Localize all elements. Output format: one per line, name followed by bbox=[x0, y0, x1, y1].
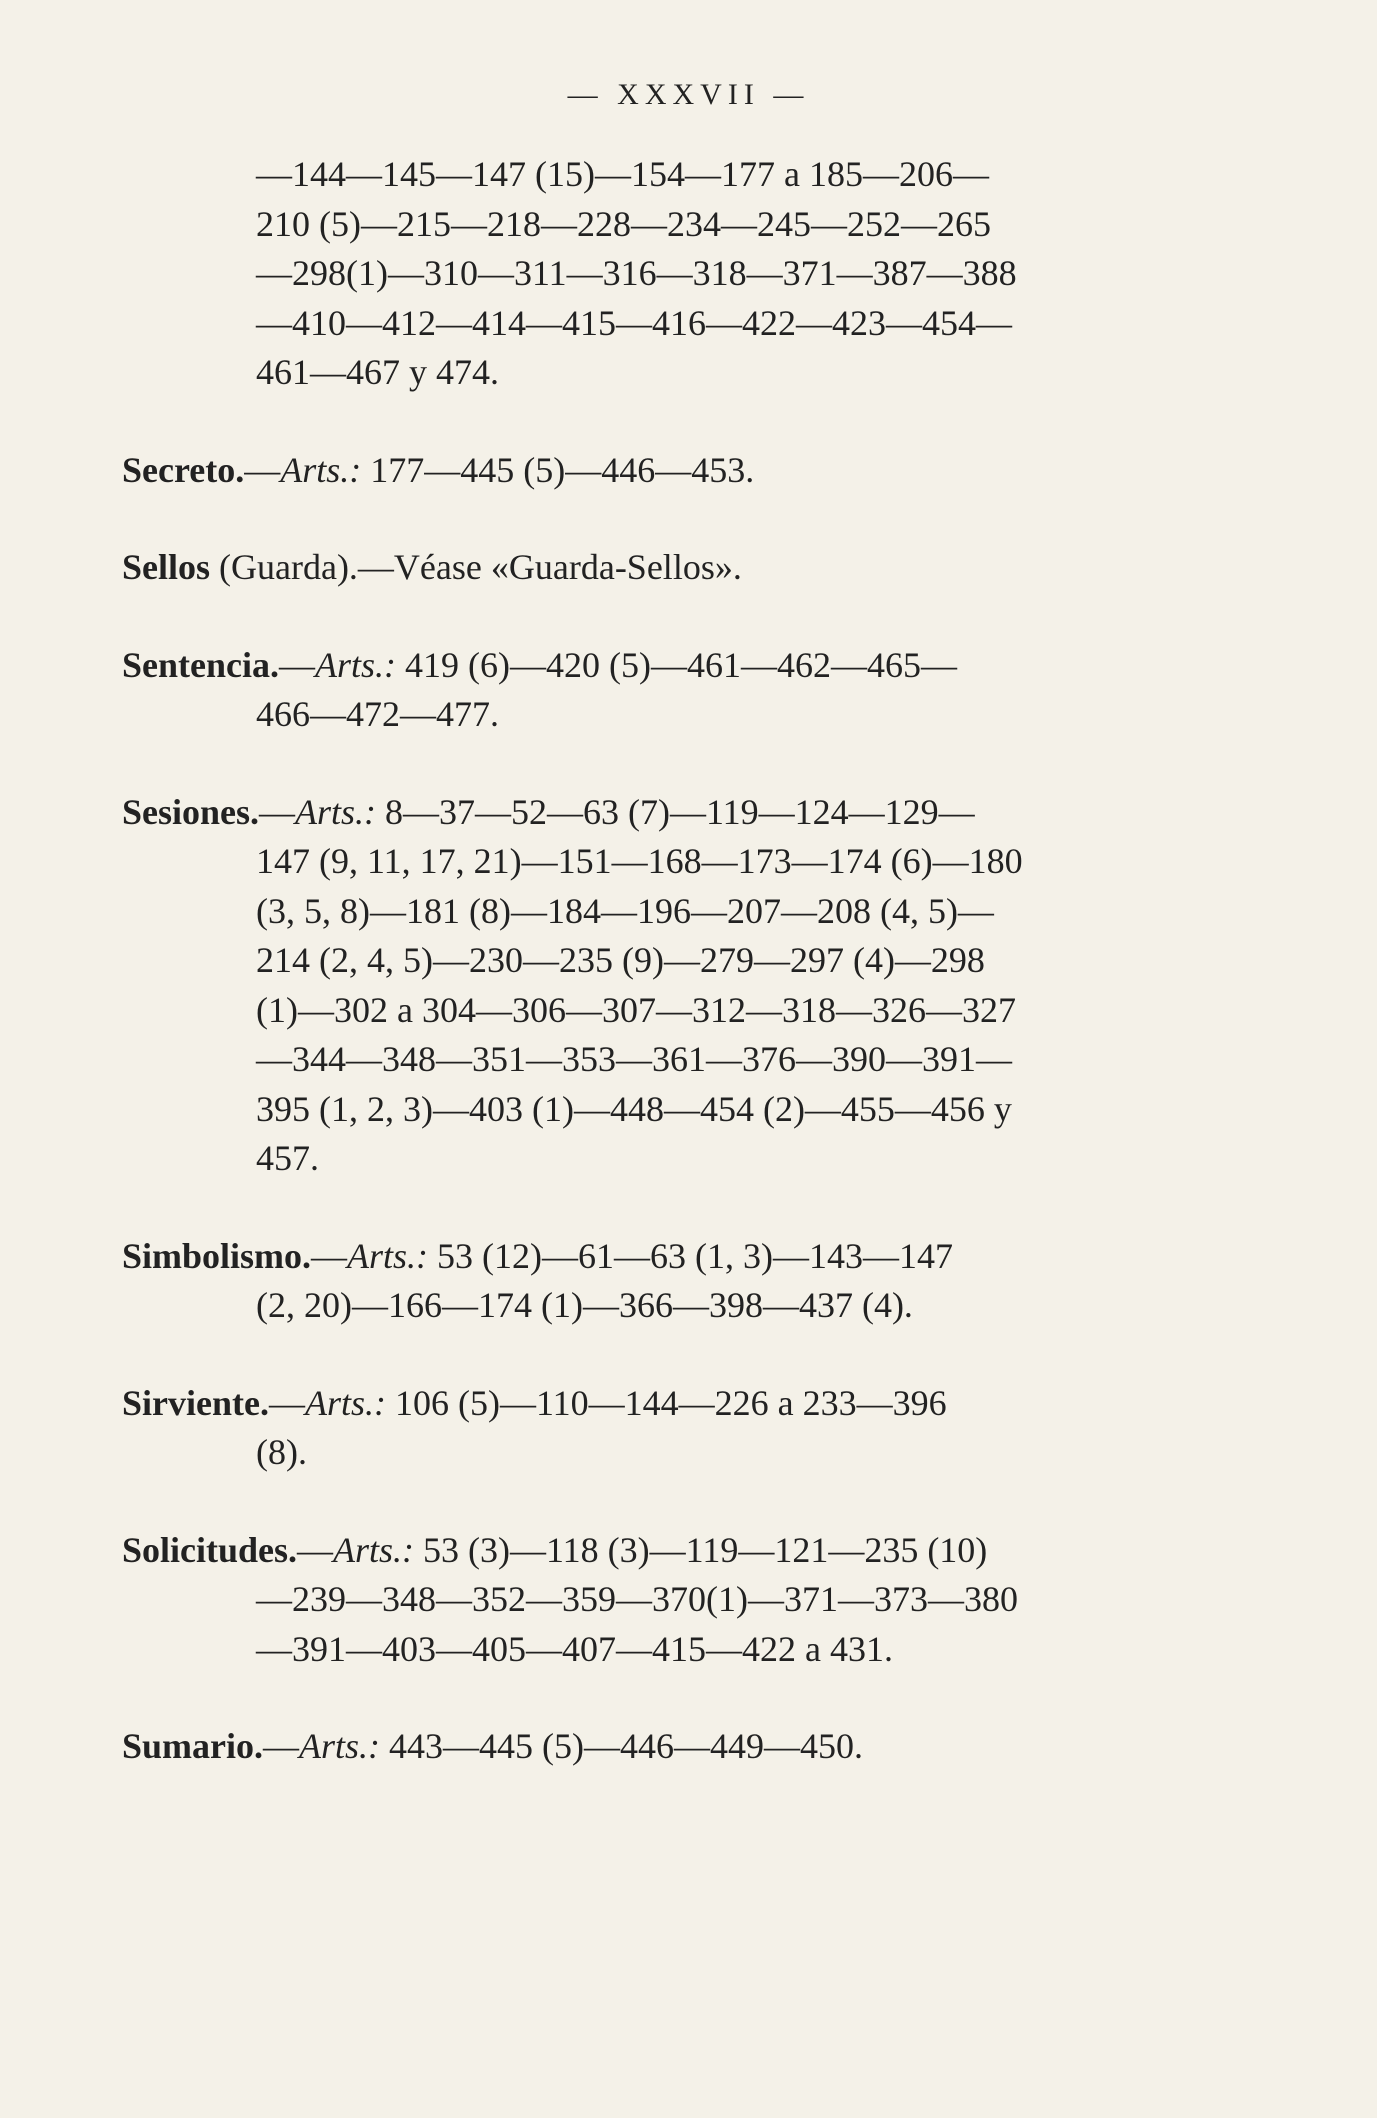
entry-refs: 395 (1, 2, 3)—403 (1)—448—454 (2)—455—456 y bbox=[256, 1088, 1012, 1129]
entry-refs: (2, 20)—166—174 (1)—366—398—437 (4). bbox=[256, 1285, 913, 1325]
entry-dash: — bbox=[263, 1726, 300, 1766]
entry-term: Sentencia. bbox=[122, 644, 279, 685]
entry-term: Sesiones. bbox=[122, 791, 260, 832]
entry-term: Sumario. bbox=[122, 1726, 264, 1766]
index-entry-secreto bbox=[122, 446, 1182, 496]
entry-label: Arts.: bbox=[347, 1235, 429, 1276]
entry-refs: 177—445 (5)—446—453. bbox=[361, 449, 755, 490]
index-entry-sellos bbox=[122, 543, 1182, 593]
entry-refs: 106 (5)—110—144—226 a 233—396 bbox=[385, 1382, 947, 1423]
index-content bbox=[122, 150, 1182, 1820]
entry-refs: 147 (9, 11, 17, 21)—151—168—173—174 (6)—180 bbox=[256, 841, 1023, 881]
entry-label: Arts.: bbox=[304, 1382, 386, 1423]
entry-refs: 443—445 (5)—446—449—450. bbox=[380, 1726, 863, 1766]
index-line: —410—412—414—415—416—422—423—454— bbox=[256, 302, 1012, 343]
entry-refs: (Guarda).—Véase «Guarda-Sellos». bbox=[210, 547, 742, 587]
entry-term: Sellos bbox=[122, 547, 211, 587]
entry-refs: 419 (6)—420 (5)—461—462—465— bbox=[396, 644, 957, 685]
entry-refs: 214 (2, 4, 5)—230—235 (9)—279—297 (4)—298 bbox=[256, 940, 985, 980]
entry-dash: — bbox=[297, 1529, 334, 1570]
entry-dash: — bbox=[268, 1382, 305, 1423]
entry-dash: — bbox=[311, 1235, 348, 1276]
index-entry-sesiones bbox=[122, 788, 1182, 1184]
index-entry-simbolismo bbox=[122, 1232, 1182, 1331]
entry-label: Arts.: bbox=[315, 644, 396, 685]
entry-label: Arts.: bbox=[295, 791, 377, 832]
entry-label: Arts.: bbox=[280, 449, 362, 490]
index-line: 461—467 y 474. bbox=[256, 352, 499, 392]
index-entry-sirviente bbox=[122, 1379, 1182, 1478]
entry-dash: — bbox=[259, 791, 296, 832]
entry-term: Secreto. bbox=[122, 449, 245, 490]
entry-refs: (1)—302 a 304—306—307—312—318—326—327 bbox=[256, 989, 1016, 1030]
index-line: 210 (5)—215—218—228—234—245—252—265 bbox=[256, 203, 991, 244]
entry-refs: —344—348—351—353—361—376—390—391— bbox=[256, 1039, 1012, 1079]
entry-term: Simbolismo. bbox=[122, 1235, 312, 1276]
entry-refs: 466—472—477. bbox=[256, 694, 499, 734]
entry-dash: — bbox=[244, 449, 281, 490]
entry-term: Sirviente. bbox=[122, 1382, 269, 1423]
index-entry-sentencia bbox=[122, 641, 1182, 740]
entry-refs: (8). bbox=[256, 1432, 307, 1472]
entry-term: Solicitudes. bbox=[122, 1529, 298, 1570]
index-line: —298(1)—310—311—316—318—371—387—388 bbox=[256, 253, 1017, 293]
page-number: — XXXVII — bbox=[567, 78, 810, 111]
entry-refs: —391—403—405—407—415—422 a 431. bbox=[256, 1628, 893, 1669]
entry-refs: 53 (3)—118 (3)—119—121—235 (10) bbox=[414, 1529, 988, 1570]
index-line: —144—145—147 (15)—154—177 a 185—206— bbox=[256, 154, 989, 194]
entry-label: Arts.: bbox=[299, 1726, 381, 1766]
entry-label: Arts.: bbox=[333, 1529, 415, 1570]
index-entry-solicitudes bbox=[122, 1526, 1182, 1675]
entry-refs: 53 (12)—61—63 (1, 3)—143—147 bbox=[428, 1235, 953, 1276]
continuation-block bbox=[122, 150, 1182, 398]
index-entry-sumario bbox=[122, 1722, 1182, 1772]
entry-dash: — bbox=[279, 644, 315, 685]
entry-refs: 457. bbox=[256, 1138, 319, 1178]
entry-refs: (3, 5, 8)—181 (8)—184—196—207—208 (4, 5)— bbox=[256, 890, 994, 931]
entry-refs: 8—37—52—63 (7)—119—124—129— bbox=[376, 791, 975, 832]
entry-refs: —239—348—352—359—370(1)—371—373—380 bbox=[256, 1579, 1018, 1619]
